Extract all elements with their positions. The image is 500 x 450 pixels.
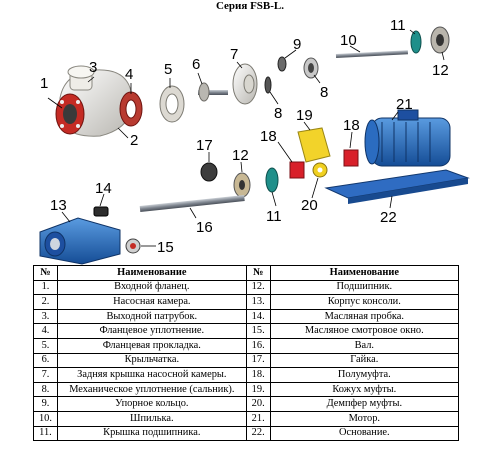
- part-number-16: 16: [196, 219, 213, 236]
- part-name-cell: Шпилька.: [57, 411, 246, 426]
- header-number-right: №: [246, 266, 270, 281]
- part-number-18a: 18: [343, 117, 360, 134]
- bracket-body: [40, 218, 120, 264]
- bearing-cover-mid: [266, 168, 278, 192]
- part-number-cell: 6.: [34, 353, 58, 368]
- part-number-cell: 2.: [34, 295, 58, 310]
- nut: [201, 163, 217, 181]
- part-number-15: 15: [157, 239, 174, 256]
- electric-motor: [365, 110, 450, 166]
- part-name-cell: Основание.: [270, 426, 458, 441]
- parts-table: [33, 265, 459, 441]
- part-name-cell: Упорное кольцо.: [57, 397, 246, 412]
- bearing-cover-top: [411, 31, 421, 53]
- part-number-cell: 13.: [246, 295, 270, 310]
- pump-back-cover: [233, 64, 257, 104]
- part-number-21: 21: [396, 96, 413, 113]
- part-number-8a: 8: [274, 105, 283, 122]
- flange-gasket: [160, 86, 184, 122]
- part-number-cell: 19.: [246, 382, 270, 397]
- table-row: [34, 280, 459, 295]
- part-number-cell: 11.: [34, 426, 58, 441]
- part-number-7: 7: [230, 46, 239, 63]
- table-row: [34, 382, 459, 397]
- impeller: [198, 83, 228, 101]
- part-number-cell: 18.: [246, 368, 270, 383]
- part-number-cell: 12.: [246, 280, 270, 295]
- part-number-cell: 1.: [34, 280, 58, 295]
- part-name-cell: Насосная камера.: [57, 295, 246, 310]
- part-name-cell: Фланцевое уплотнение.: [57, 324, 246, 339]
- part-number-cell: 16.: [246, 338, 270, 353]
- part-number-cell: 9.: [34, 397, 58, 412]
- part-name-cell: Мотор.: [270, 411, 458, 426]
- coupling-guard: [298, 128, 330, 162]
- mechanical-seal-2: [304, 58, 318, 78]
- part-number-18b: 18: [260, 128, 277, 145]
- part-name-cell: Выходной патрубок.: [57, 309, 246, 324]
- exploded-pump-diagram: [0, 10, 500, 265]
- coupling-damper: [313, 163, 327, 177]
- part-name-cell: Полумуфта.: [270, 368, 458, 383]
- part-name-cell: Задняя крышка насосной камеры.: [57, 368, 246, 383]
- part-number-cell: 17.: [246, 353, 270, 368]
- part-number-17: 17: [196, 137, 213, 154]
- part-name-cell: Крыльчатка.: [57, 353, 246, 368]
- table-header-row: [34, 266, 459, 281]
- part-number-cell: 21.: [246, 411, 270, 426]
- table-row: [34, 295, 459, 310]
- part-number-19: 19: [296, 107, 313, 124]
- flange-seal-ring: [120, 92, 142, 126]
- part-number-13: 13: [50, 197, 67, 214]
- bearing-mid: [234, 173, 250, 197]
- part-number-9: 9: [293, 36, 302, 53]
- part-number-cell: 15.: [246, 324, 270, 339]
- table-row: [34, 368, 459, 383]
- page-title: Серия FSB-L.: [215, 0, 285, 12]
- part-number-cell: 10.: [34, 411, 58, 426]
- part-name-cell: Подшипник.: [270, 280, 458, 295]
- part-number-11b: 11: [266, 208, 282, 225]
- part-number-3: 3: [89, 59, 98, 76]
- table-row: [34, 324, 459, 339]
- half-coupling-right: [344, 150, 358, 166]
- stud: [336, 50, 408, 58]
- part-number-cell: 22.: [246, 426, 270, 441]
- base-plate: [326, 170, 468, 204]
- part-number-11a: 11: [390, 17, 406, 34]
- part-number-cell: 7.: [34, 368, 58, 383]
- part-number-cell: 20.: [246, 397, 270, 412]
- table-row: [34, 411, 459, 426]
- part-number-12b: 12: [232, 147, 249, 164]
- part-name-cell: Крышка подшипника.: [57, 426, 246, 441]
- part-name-cell: Масляная пробка.: [270, 309, 458, 324]
- part-name-cell: Гайка.: [270, 353, 458, 368]
- part-number-20: 20: [301, 197, 318, 214]
- oil-plug: [94, 207, 108, 216]
- mechanical-seal-1: [265, 77, 271, 93]
- part-number-1: 1: [40, 75, 49, 92]
- part-number-8b: 8: [320, 84, 329, 101]
- parts-table-body: [34, 280, 459, 441]
- part-name-cell: Демпфер муфты.: [270, 397, 458, 412]
- pump-shaft: [140, 195, 245, 212]
- header-name-right: Наименование: [270, 266, 458, 281]
- part-number-cell: 3.: [34, 309, 58, 324]
- part-name-cell: Механическое уплотнение (сальник).: [57, 382, 246, 397]
- part-number-10: 10: [340, 32, 357, 49]
- half-coupling-left: [290, 162, 304, 178]
- part-name-cell: Кожух муфты.: [270, 382, 458, 397]
- table-row: [34, 397, 459, 412]
- part-number-cell: 4.: [34, 324, 58, 339]
- part-name-cell: Корпус консоли.: [270, 295, 458, 310]
- table-row: [34, 426, 459, 441]
- part-number-4: 4: [125, 66, 134, 83]
- thrust-ring: [278, 57, 286, 71]
- part-number-12a: 12: [432, 62, 449, 79]
- part-name-cell: Масляное смотровое окно.: [270, 324, 458, 339]
- part-number-6: 6: [192, 56, 201, 73]
- oil-sight-window: [126, 239, 140, 253]
- bearing-top: [431, 27, 449, 53]
- pump-casing: [56, 66, 132, 136]
- part-name-cell: Вал.: [270, 338, 458, 353]
- part-number-cell: 5.: [34, 338, 58, 353]
- part-number-14: 14: [95, 180, 112, 197]
- header-number-left: №: [34, 266, 58, 281]
- part-name-cell: Фланцевая прокладка.: [57, 338, 246, 353]
- part-number-cell: 8.: [34, 382, 58, 397]
- part-number-22: 22: [380, 209, 397, 226]
- table-row: [34, 309, 459, 324]
- part-number-5: 5: [164, 61, 173, 78]
- part-number-2: 2: [130, 132, 139, 149]
- header-name-left: Наименование: [57, 266, 246, 281]
- table-row: [34, 338, 459, 353]
- part-name-cell: Входной фланец.: [57, 280, 246, 295]
- part-number-cell: 14.: [246, 309, 270, 324]
- table-row: [34, 353, 459, 368]
